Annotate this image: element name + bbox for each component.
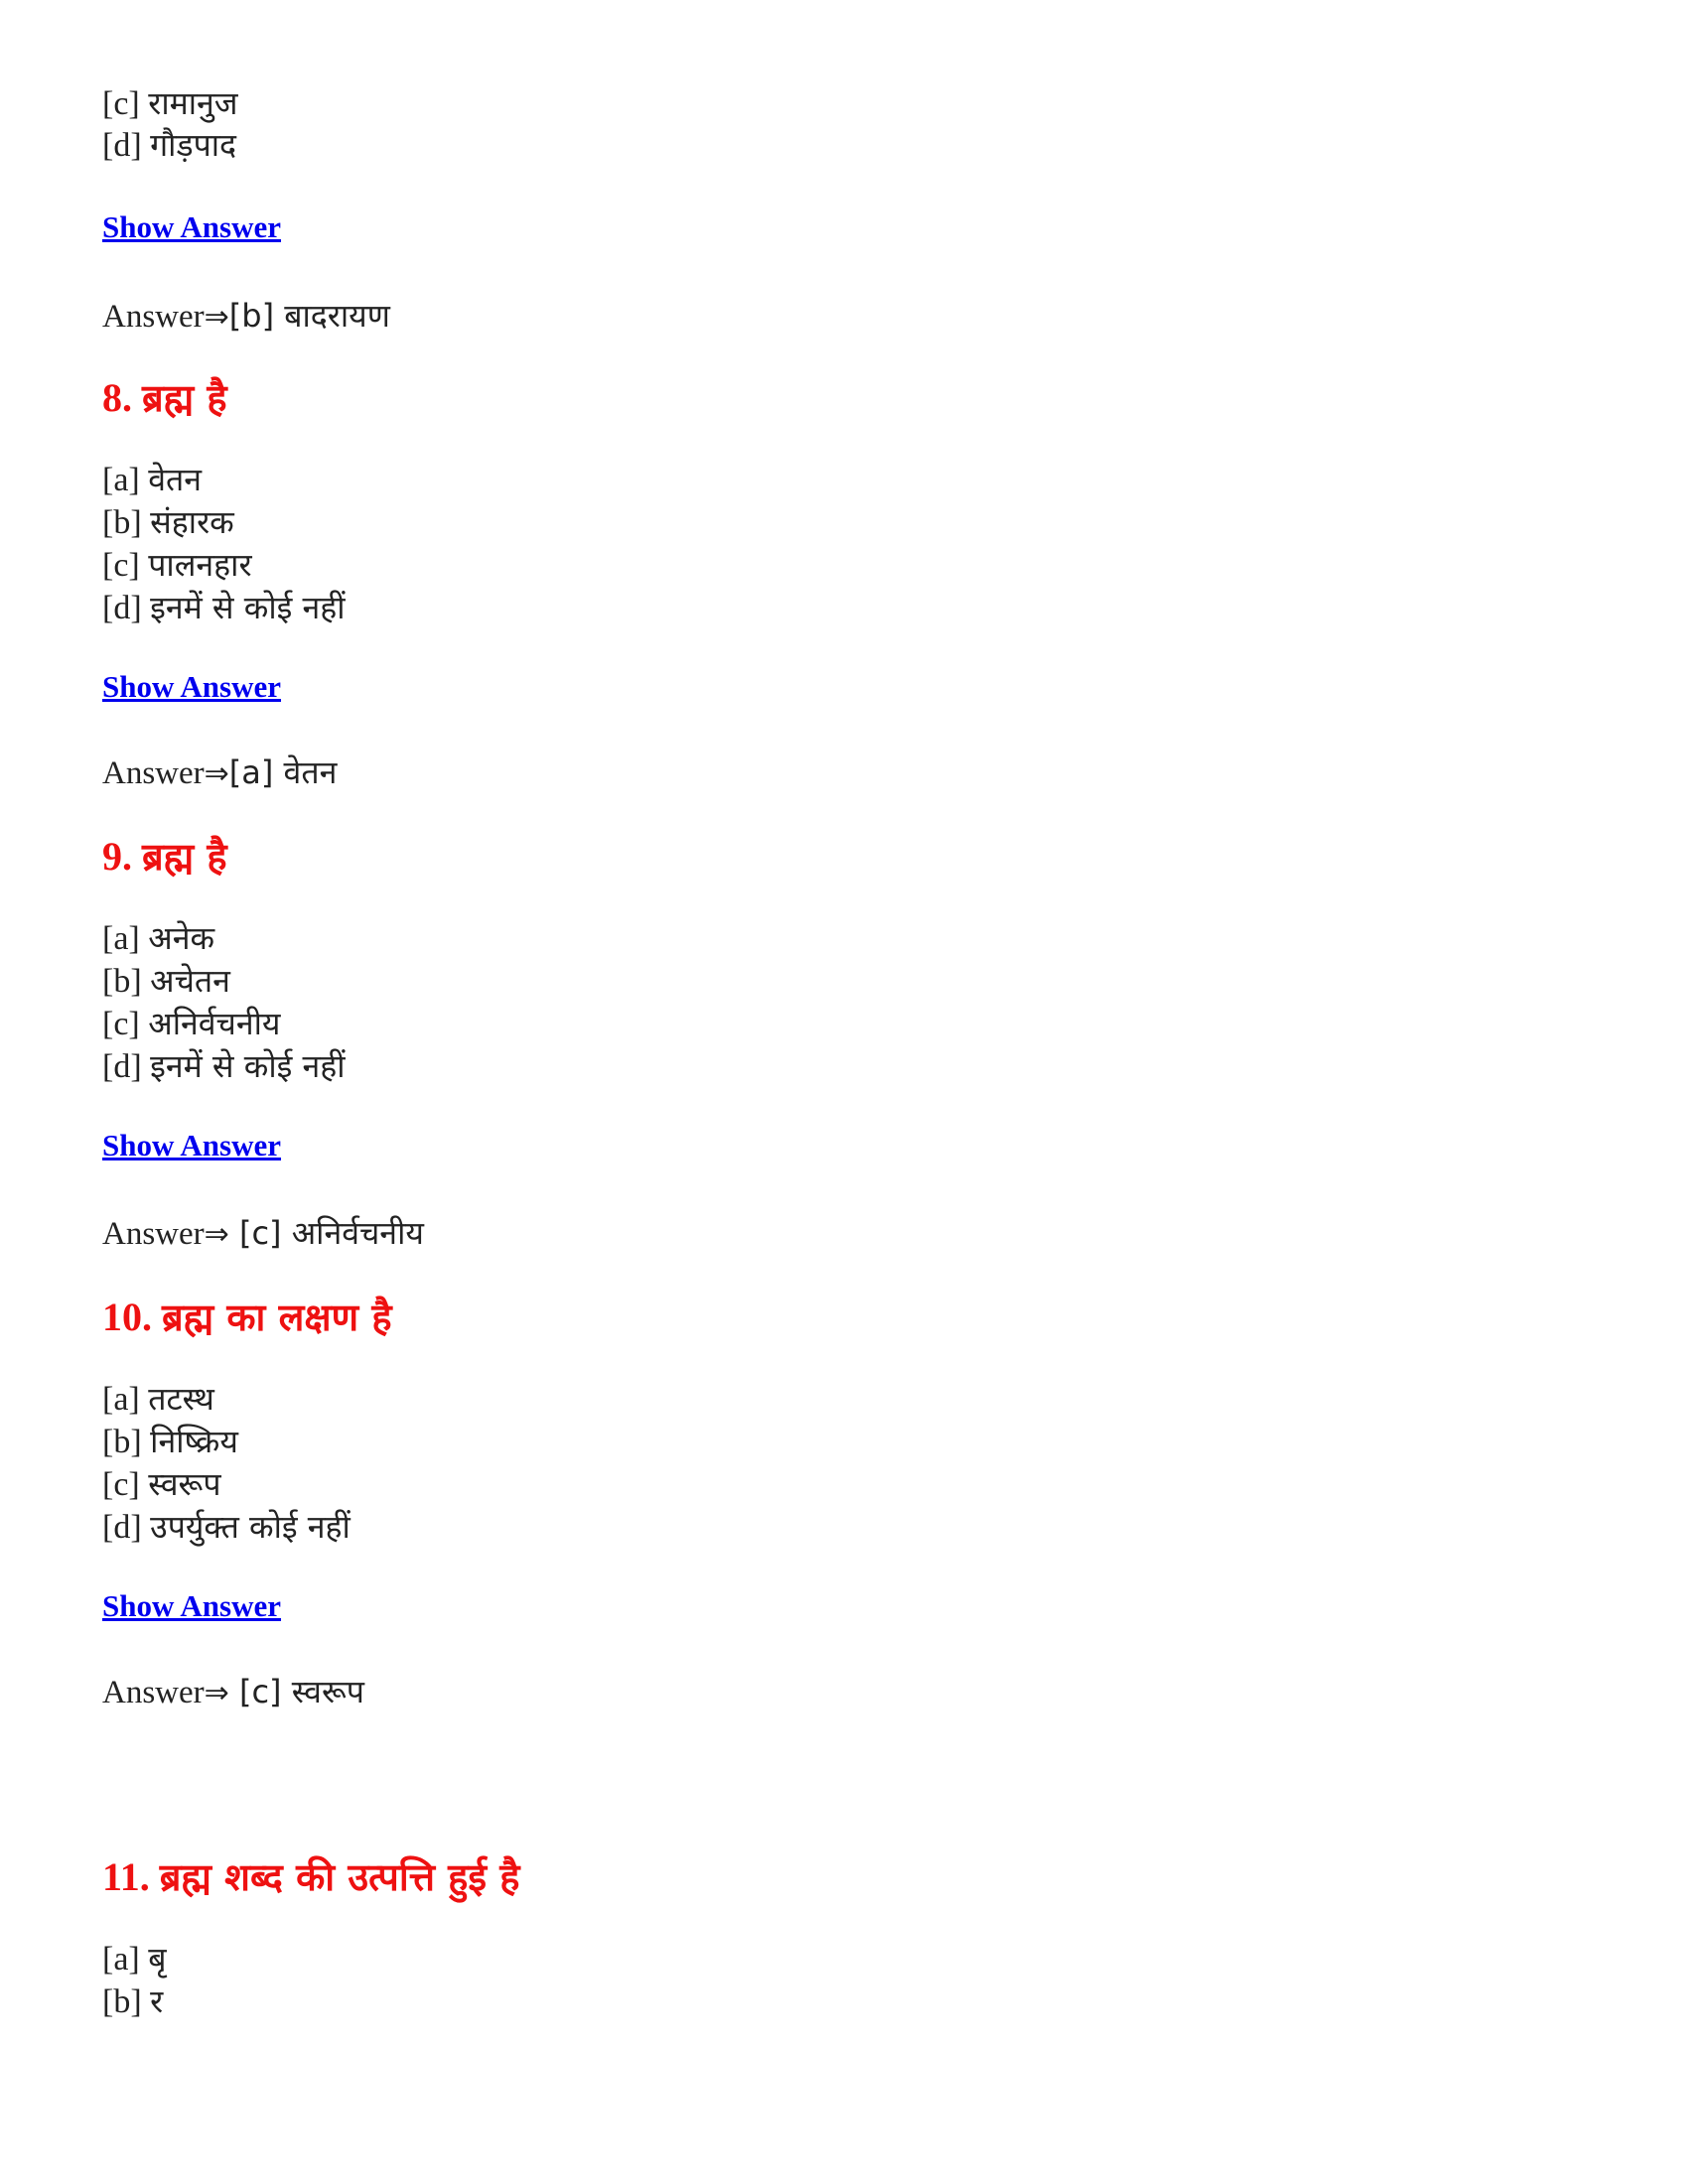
option-label: [d] — [102, 590, 142, 626]
option-label: [d] — [102, 127, 142, 164]
option-label: [a] — [102, 462, 140, 498]
option-label: [a] — [102, 1941, 140, 1978]
question-text: ब्रह्म है — [142, 835, 227, 879]
answer-arrow: ⇒ — [204, 756, 229, 791]
option-text: निष्क्रिय — [150, 1423, 238, 1460]
option-label: [c] — [102, 1466, 140, 1503]
option-label: [a] — [102, 1381, 140, 1418]
option-label: [a] — [102, 920, 140, 957]
option-line — [102, 1980, 163, 2023]
question-heading — [102, 832, 227, 882]
answer-label: Answer — [102, 1675, 205, 1710]
option-text: रामानुज — [148, 84, 238, 122]
question-heading — [102, 373, 227, 423]
question-heading — [102, 1293, 392, 1342]
option-label: [c] — [102, 547, 140, 584]
option-line — [102, 1938, 167, 1980]
option-line — [102, 501, 234, 544]
question-heading — [102, 1852, 519, 1902]
option-text: गौड़पाद — [150, 126, 237, 164]
question-number: 9. — [102, 834, 132, 879]
option-text: अचेतन — [150, 962, 230, 1000]
option-text: इनमें से कोई नहीं — [150, 589, 346, 626]
answer-value: [c] स्वरूप — [228, 1673, 364, 1710]
answer-arrow: ⇒ — [204, 300, 229, 335]
option-text: अनिर्वचनीय — [148, 1005, 281, 1042]
option-label: [b] — [102, 1983, 142, 2020]
answer-line — [102, 751, 337, 795]
option-text: र — [150, 1982, 164, 2020]
show-answer-link[interactable]: Show Answer — [102, 669, 282, 704]
show-answer-link[interactable]: Show Answer — [102, 209, 282, 244]
answer-arrow: ⇒ — [204, 1217, 229, 1252]
option-line — [102, 1506, 351, 1549]
option-line — [102, 82, 238, 125]
answer-label: Answer — [102, 755, 205, 791]
answer-value: [c] अनिर्वचनीय — [228, 1214, 424, 1252]
option-line — [102, 1378, 214, 1421]
question-number: 8. — [102, 375, 132, 420]
question-number: 11. — [102, 1854, 150, 1899]
option-label: [c] — [102, 1006, 140, 1042]
option-text: अनेक — [148, 919, 215, 957]
option-line — [102, 1421, 238, 1463]
option-label: [b] — [102, 1424, 142, 1460]
answer-value: [a] वेतन — [228, 753, 338, 791]
option-text: वेतन — [148, 461, 203, 498]
option-line — [102, 960, 230, 1003]
answer-label: Answer — [102, 299, 205, 335]
option-label: [b] — [102, 963, 142, 1000]
option-label: [c] — [102, 85, 140, 122]
option-text: उपर्युक्त कोई नहीं — [150, 1508, 351, 1546]
option-label: [d] — [102, 1048, 142, 1085]
option-text: स्वरूप — [148, 1465, 221, 1503]
option-label: [b] — [102, 504, 142, 541]
option-text: तटस्थ — [148, 1380, 214, 1418]
option-line — [102, 459, 202, 501]
option-line — [102, 1463, 221, 1506]
answer-arrow: ⇒ — [204, 1676, 229, 1710]
option-line — [102, 1045, 346, 1088]
option-text: बृ — [148, 1940, 167, 1978]
option-line — [102, 124, 236, 167]
show-answer-link[interactable]: Show Answer — [102, 1588, 282, 1623]
option-text: इनमें से कोई नहीं — [150, 1047, 346, 1085]
option-text: संहारक — [150, 503, 234, 541]
option-line — [102, 587, 346, 629]
option-label: [d] — [102, 1509, 142, 1546]
option-line — [102, 544, 252, 587]
option-line — [102, 917, 214, 960]
question-text: ब्रह्म का लक्षण है — [162, 1296, 392, 1339]
question-text: ब्रह्म शब्द की उत्पत्ति हुई है — [159, 1855, 520, 1899]
question-text: ब्रह्म है — [142, 376, 227, 420]
option-text: पालनहार — [148, 546, 252, 584]
answer-line — [102, 295, 390, 339]
answer-line — [102, 1671, 364, 1714]
answer-line — [102, 1212, 424, 1256]
option-line — [102, 1003, 280, 1045]
question-number: 10. — [102, 1295, 152, 1339]
answer-label: Answer — [102, 1216, 205, 1252]
answer-value: [b] बादरायण — [228, 297, 390, 335]
show-answer-link[interactable]: Show Answer — [102, 1128, 282, 1162]
